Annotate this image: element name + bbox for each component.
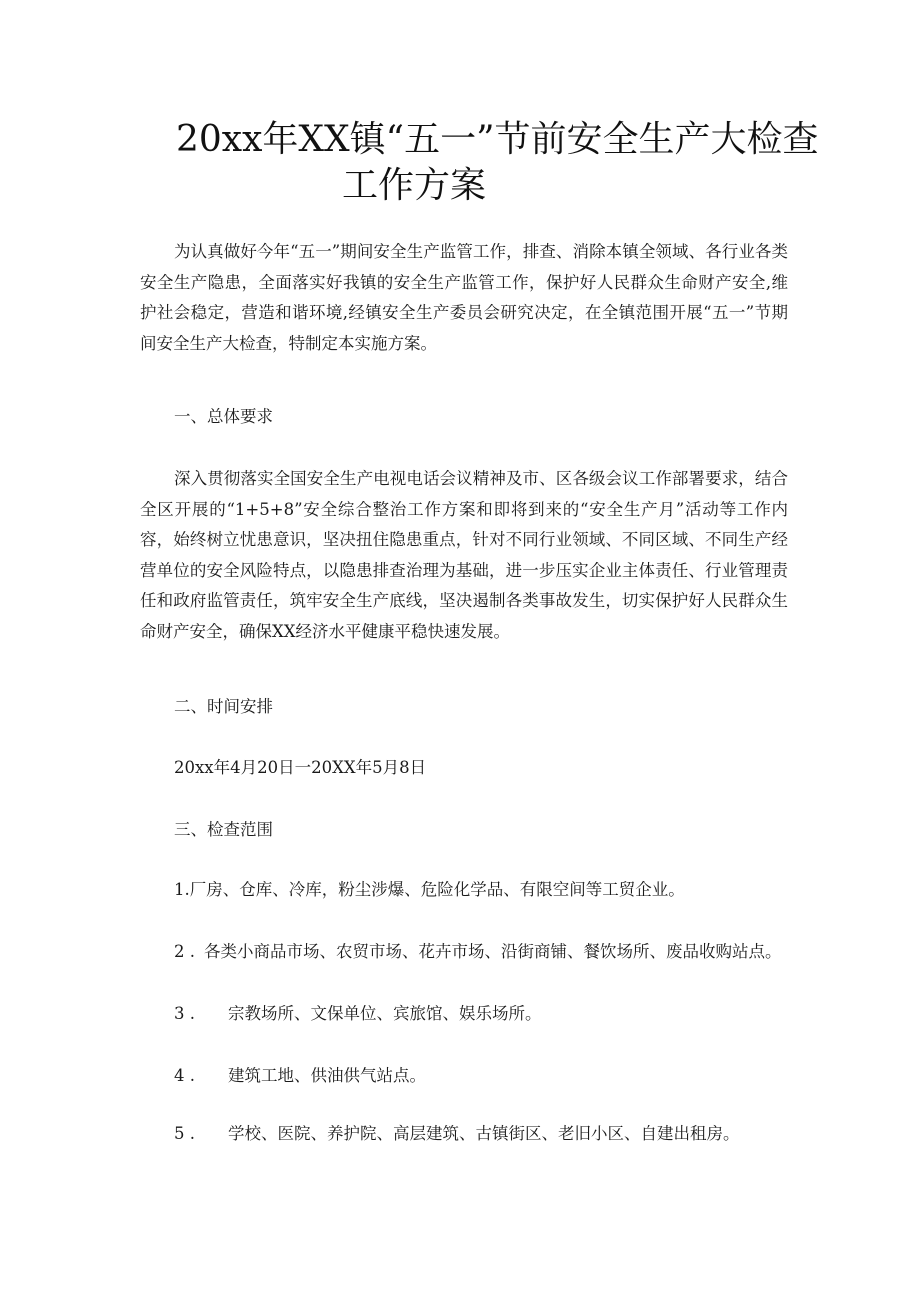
section-heading-inspection-scope: 三、检查范围 [174, 820, 273, 839]
scope-item-text: 建筑工地、供油供气站点。 [228, 1066, 426, 1085]
scope-list-item [174, 1002, 542, 1026]
scope-item-number: 2 . [174, 942, 195, 961]
scope-list-item [174, 1122, 740, 1146]
scope-item-text: 厂房、仓库、冷库，粉尘涉爆、危险化学品、有限空间等工贸企业。 [189, 880, 685, 899]
scope-list-item [174, 940, 782, 964]
intro-paragraph: 为认真做好今年“五一”期间安全生产监管工作，排查、消除本镇全领域、各行业各类安全生产隐患，全面落实好我镇的安全生产监管工作，保护好人民群众生命财产安全,维护社会稳定，营造和谐环境,经镇安全生产委员会研究决定，在全镇范围开展“五一”节期间安全生产大检查，特制定本实施方案。 [140, 242, 788, 353]
scope-item-number: 4 . [174, 1066, 195, 1085]
scope-item-text: 宗教场所、文保单位、宾旅馆、娱乐场所。 [228, 1004, 542, 1023]
document-title-line-1: 20xx年XX镇“五一”节前安全生产大检查 [176, 119, 819, 160]
schedule-date-range: 20xx年4月20日一20XX年5月8日 [174, 758, 427, 777]
scope-item-text: 各类小商品市场、农贸市场、花卉市场、沿街商铺、餐饮场所、废品收购站点。 [204, 942, 782, 961]
scope-item-number: 3 . [174, 1004, 195, 1023]
section-heading-general-requirements: 一、总体要求 [174, 407, 273, 426]
scope-item-text: 学校、医院、养护院、高层建筑、古镇街区、老旧小区、自建出租房。 [228, 1124, 740, 1143]
section-heading-schedule: 二、时间安排 [174, 697, 273, 716]
scope-list-item [174, 878, 685, 902]
scope-item-number: 1. [174, 880, 190, 899]
document-title-line-2: 工作方案 [342, 165, 487, 206]
scope-list-item [174, 1064, 426, 1088]
scope-item-number: 5 . [174, 1124, 195, 1143]
general-requirements-paragraph: 深入贯彻落实全国安全生产电视电话会议精神及市、区各级会议工作部署要求，结合全区开展的“1+5+8”安全综合整治工作方案和即将到来的“安全生产月”活动等工作内容，始终树立忧患意识，坚决扭住隐患重点，针对不同行业领域、不同区域、不同生产经营单位的安全风险特点，以隐患排查治理为基础，进一步压实企业主体责任、行业管理责任和政府监管责任，筑牢安全生产底线，坚决遏制各类事故发生，切实保护好人民群众生命财产安全，确保XX经济水平健康平稳快速发展。 [140, 469, 788, 641]
